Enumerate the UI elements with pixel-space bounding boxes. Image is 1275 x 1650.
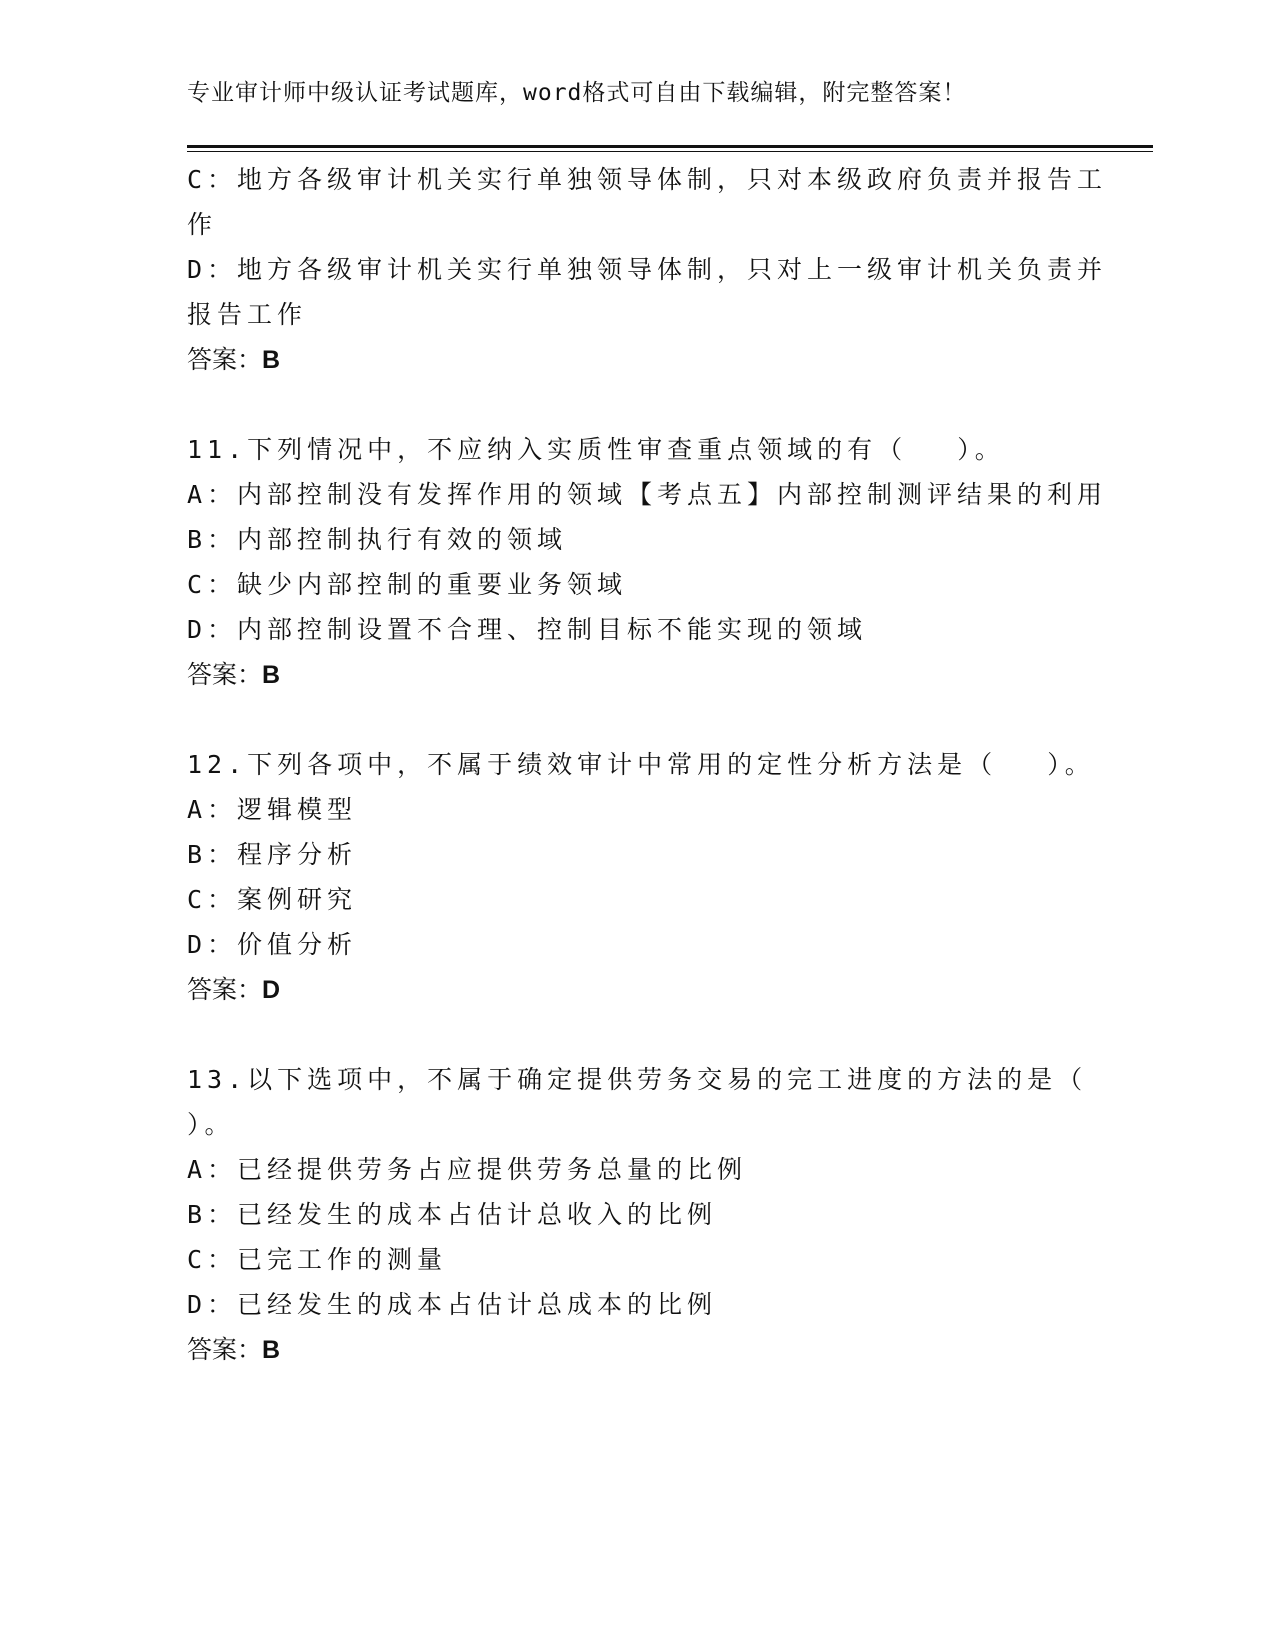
question-block-10 bbox=[187, 157, 1108, 382]
question-stem: 11.下列情况中，不应纳入实质性审查重点领域的有（ ）。 bbox=[187, 435, 1005, 464]
option-c: C：已完工作的测量 bbox=[187, 1245, 448, 1274]
header-rule-thin bbox=[187, 151, 1153, 152]
answer-label: 答案： bbox=[187, 975, 263, 1004]
option-a: A：内部控制没有发挥作用的领域【考点五】内部控制测评结果的利用 bbox=[187, 480, 1108, 509]
option-d: D：地方各级审计机关实行单独领导体制，只对上一级审计机关负责并 bbox=[187, 255, 1108, 284]
answer-line bbox=[187, 1327, 1087, 1372]
answer-line bbox=[187, 967, 1087, 1012]
answer-label: 答案： bbox=[187, 660, 263, 689]
question-stem: 12.下列各项中，不属于绩效审计中常用的定性分析方法是（ ）。 bbox=[187, 750, 1095, 779]
answer-label: 答案： bbox=[187, 345, 263, 374]
answer-line bbox=[187, 652, 1087, 697]
page-header: 专业审计师中级认证考试题库，word格式可自由下载编辑，附完整答案！ bbox=[187, 80, 967, 106]
option-c-continued: 作 bbox=[187, 210, 218, 239]
question-stem: 13.以下选项中，不属于确定提供劳务交易的完工进度的方法的是（ bbox=[187, 1065, 1088, 1094]
answer-value: B bbox=[262, 346, 281, 374]
option-c: C：案例研究 bbox=[187, 885, 358, 914]
option-b: B：内部控制执行有效的领域 bbox=[187, 525, 568, 554]
answer-value: D bbox=[262, 976, 281, 1004]
question-stem-continued: ）。 bbox=[187, 1110, 235, 1139]
option-a: A：已经提供劳务占应提供劳务总量的比例 bbox=[187, 1155, 748, 1184]
option-d: D：内部控制设置不合理、控制目标不能实现的领域 bbox=[187, 615, 868, 644]
answer-value: B bbox=[262, 1336, 281, 1364]
question-list bbox=[187, 157, 1108, 1372]
option-b: B：程序分析 bbox=[187, 840, 358, 869]
question-block-13 bbox=[187, 1057, 1087, 1372]
header-rule-thick bbox=[187, 145, 1153, 148]
answer-line bbox=[187, 337, 1087, 382]
question-block-11 bbox=[187, 427, 1108, 697]
option-c: C：地方各级审计机关实行单独领导体制，只对本级政府负责并报告工 bbox=[187, 165, 1108, 194]
option-b: B：已经发生的成本占估计总收入的比例 bbox=[187, 1200, 718, 1229]
option-d-continued: 报告工作 bbox=[187, 300, 308, 329]
option-a: A：逻辑模型 bbox=[187, 795, 358, 824]
question-block-12 bbox=[187, 742, 1095, 1012]
option-c: C：缺少内部控制的重要业务领域 bbox=[187, 570, 628, 599]
option-d: D：已经发生的成本占估计总成本的比例 bbox=[187, 1290, 718, 1319]
option-d: D：价值分析 bbox=[187, 930, 358, 959]
answer-value: B bbox=[262, 661, 281, 689]
answer-label: 答案： bbox=[187, 1335, 263, 1364]
